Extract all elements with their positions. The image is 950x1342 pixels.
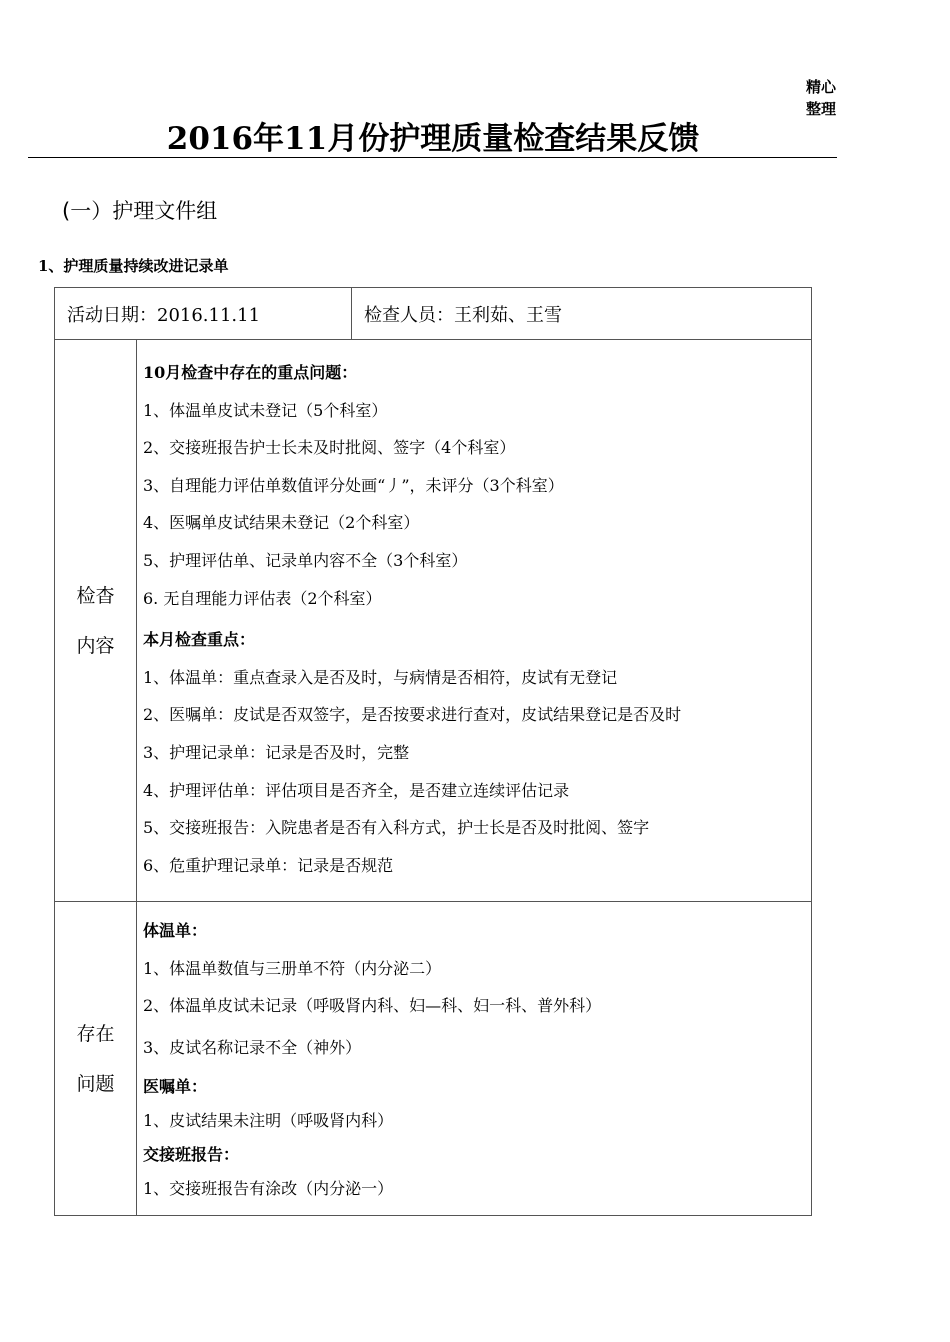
list-item: 1、体温单皮试未登记（5个科室）	[143, 400, 388, 420]
check-content-label	[55, 340, 137, 902]
list-item: 4、医嘱单皮试结果未登记（2个科室）	[143, 513, 420, 533]
label-line: 内容	[76, 634, 115, 657]
corner-note-line: 整理	[806, 100, 837, 118]
problems-row	[55, 902, 812, 1216]
table-header-row	[55, 288, 812, 340]
list-item: 1、体温单数值与三册单不符（内分泌二）	[143, 958, 442, 978]
list-item: 1、皮试结果未注明（呼吸肾内科）	[143, 1111, 394, 1131]
list-item: 5、交接班报告：入院患者是否有入科方式，护士长是否及时批阅、签字	[143, 818, 650, 838]
label-line: 检杳	[76, 584, 115, 607]
list-item: 2、交接班报告护士长未及时批阅、签字（4个科室）	[143, 438, 516, 458]
issues-title: 10月检查中存在的重点问题：	[143, 363, 358, 382]
handover-title: 交接班报告：	[143, 1145, 240, 1165]
title-divider	[28, 157, 837, 158]
focus-title: 本月检查重点：	[143, 630, 256, 650]
list-item: 3、自理能力评估单数值评分处画“丿”，未评分（3个科室）	[143, 475, 564, 495]
list-item: 2、体温单皮试未记录（呼吸肾内科、妇—科、妇一科、普外科）	[143, 996, 602, 1016]
list-item: 1、体温单：重点查录入是否及时，与病情是否相符，皮试有无登记	[143, 667, 618, 687]
list-item: 2、医嘱单：皮试是否双签字，是否按要求进行查对，皮试结果登记是否及时	[143, 705, 682, 725]
check-content-row	[55, 340, 812, 902]
problems-label	[55, 902, 137, 1216]
label-line: 问题	[76, 1072, 115, 1095]
inspectors-cell: 检查人员：王利茹、王雪	[352, 288, 812, 340]
page-title: 2016年11月份护理质量检查结果反馈	[166, 121, 700, 157]
corner-note	[806, 76, 836, 120]
check-content-cell	[137, 340, 812, 902]
quality-record-table	[54, 287, 812, 1216]
list-item: 1、交接班报告有涂改（内分泌一）	[143, 1179, 394, 1199]
list-item: 5、护理评估单、记录单内容不全（3个科室）	[143, 550, 468, 570]
list-item: 4、护理评估单：评估项目是否齐全，是否建立连续评估记录	[143, 780, 570, 800]
activity-date-cell: 活动日期：2016.11.11	[55, 288, 352, 340]
temperature-title: 体温单：	[143, 921, 208, 940]
list-item: 3、护理记录单：记录是否及时，完整	[143, 742, 410, 762]
orders-title: 医嘱单：	[143, 1077, 208, 1097]
sub-heading: 1、护理质量持续改进记录单	[38, 257, 229, 275]
section-heading: (一）护理文件组	[62, 199, 218, 223]
list-item: 3、皮试名称记录不全（神外）	[143, 1037, 362, 1057]
list-item: 6. 无自理能力评估表（2个科室）	[143, 588, 382, 608]
corner-note-line: 精心	[806, 78, 837, 96]
label-line: 存在	[76, 1022, 115, 1045]
list-item: 6、危重护理记录单：记录是否规范	[143, 855, 394, 875]
problems-cell	[137, 902, 812, 1216]
